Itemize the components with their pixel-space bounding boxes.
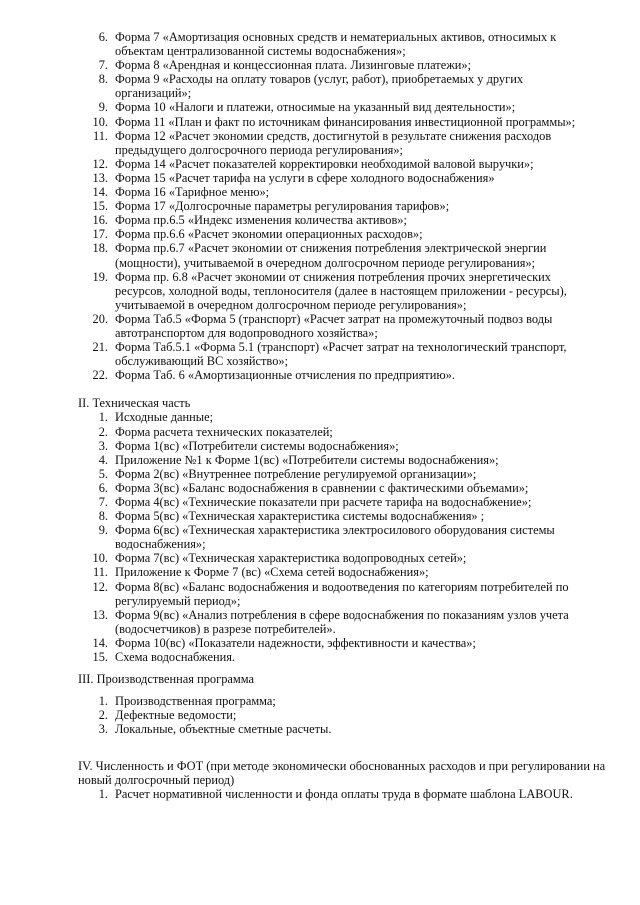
item-number: 13.: [92, 607, 108, 622]
item-text: Форма 5(вс) «Техническая характеристика системы водоснабжения» ;: [115, 509, 485, 524]
item-text: Форма 7 «Амортизация основных средств и нематериальных активов, относимых к объектам централизованной системы водоснабжения»;: [115, 30, 557, 59]
list-item: [0, 30, 640, 58]
item-number: 20.: [92, 311, 108, 326]
item-text: Расчет нормативной численности и фонда оплаты труда в формате шаблона LABOUR.: [115, 786, 573, 801]
item-number: 15.: [92, 650, 108, 665]
list-item: [0, 171, 640, 185]
item-number: 7.: [98, 495, 108, 509]
item-text: Форма 7(вс) «Техническая характеристика водопроводных сетей»;: [115, 551, 467, 566]
item-number: 16.: [92, 213, 108, 228]
item-text: Дефектные ведомости;: [115, 708, 237, 723]
item-text: Форма 14 «Расчет показателей корректировки необходимой валовой выручки»;: [115, 156, 534, 171]
item-number: 10.: [92, 551, 108, 566]
item-number: 6.: [98, 30, 108, 44]
item-text: Приложение №1 к Форме 1(вс) «Потребители системы водоснабжения»;: [115, 452, 499, 467]
item-text: Форма 2(вс) «Внутреннее потребление регулируемой организации»;: [115, 466, 477, 481]
list-item: [0, 213, 640, 227]
item-number: 2.: [98, 708, 108, 723]
list-item: [0, 722, 640, 736]
item-number: 8.: [98, 72, 108, 87]
technical-list: [0, 410, 640, 664]
item-text: Форма расчета технических показателей;: [115, 424, 333, 439]
item-number: 7.: [98, 58, 108, 73]
list-item: [0, 565, 640, 579]
list-item: [0, 523, 640, 551]
item-text: Форма 4(вс) «Технические показатели при расчете тарифа на водоснабжение»;: [115, 495, 532, 509]
list-item: [0, 129, 640, 157]
item-number: 6.: [98, 480, 108, 495]
item-number: 9.: [98, 523, 108, 538]
list-item: [0, 241, 640, 269]
item-text: Форма 15 «Расчет тарифа на услуги в сфере холодного водоснабжения»: [115, 170, 495, 185]
list-item: [0, 199, 640, 213]
list-item: [0, 509, 640, 523]
item-number: 17.: [92, 227, 108, 242]
list-item: [0, 72, 640, 100]
item-text: Форма 8 «Арендная и концессионная плата. Лизинговые платежи»;: [115, 58, 472, 73]
list-item: [0, 580, 640, 608]
item-text: Форма 9 «Расходы на оплату товаров (услуг, работ), приобретаемых у других организаций»;: [115, 72, 524, 101]
section-heading-staff: IV. Численность и ФОТ (при методе экономически обоснованных расходов и при регулировании на новый долгосрочный период): [78, 758, 606, 787]
item-number: 14.: [92, 185, 108, 200]
item-number: 22.: [92, 368, 108, 383]
list-item: [0, 157, 640, 171]
list-item: [0, 551, 640, 565]
item-text: Форма 11 «План и факт по источникам финансирования инвестиционной программы»;: [115, 114, 576, 129]
list-item: [0, 636, 640, 650]
item-number: 1.: [98, 410, 108, 425]
item-text: Форма пр.6.7 «Расчет экономии от снижения потребления электрической энергии (мощности), учитываемой в очередном долгосрочном периоде регулирования»;: [115, 241, 547, 270]
list-item: [0, 185, 640, 199]
list-item: [0, 100, 640, 114]
item-text: Форма пр. 6.8 «Расчет экономии от снижения потребления прочих энергетических ресурсов, холодной воды, теплоносителя (далее в настоящем приложении - ресурсы), учитываемой в очередном долгосрочном периоде регулирования»;: [115, 269, 567, 312]
item-number: 10.: [92, 114, 108, 129]
item-number: 13.: [92, 170, 108, 185]
item-text: Исходные данные;: [115, 410, 214, 425]
list-item: [0, 453, 640, 467]
list-item: [0, 650, 640, 664]
list-item: [0, 787, 640, 801]
item-text: Форма Таб.5 «Форма 5 (транспорт) «Расчет затрат на промежуточный подвоз воды автотранспортом для водопроводного хозяйства»;: [115, 311, 553, 340]
list-item: [0, 481, 640, 495]
item-number: 4.: [98, 452, 108, 467]
item-number: 12.: [92, 579, 108, 594]
item-text: Форма 16 «Тарифное меню»;: [115, 185, 270, 200]
item-number: 14.: [92, 635, 108, 650]
list-item: [0, 312, 640, 340]
list-item: [0, 410, 640, 424]
item-text: Форма 10(вс) «Показатели надежности, эффективности и качества»;: [115, 635, 476, 650]
list-item: [0, 340, 640, 368]
list-item: [0, 368, 640, 382]
item-text: Форма Таб. 6 «Амортизационные отчисления по предприятию».: [115, 368, 455, 383]
staff-list: [0, 787, 640, 801]
item-number: 3.: [98, 722, 108, 737]
list-item: [0, 608, 640, 636]
item-text: Форма пр.6.5 «Индекс изменения количества активов»;: [115, 213, 407, 228]
item-text: Форма 12 «Расчет экономии средств, достигнутой в результате снижения расходов предыдущего долгосрочного периода регулирования»;: [115, 128, 552, 157]
item-number: 5.: [98, 466, 108, 481]
section-heading-production: III. Производственная программа: [78, 672, 254, 687]
production-list: [0, 694, 640, 736]
item-text: Приложение к Форме 7 (вс) «Схема сетей водоснабжения»;: [115, 565, 429, 580]
item-number: 11.: [92, 565, 108, 580]
list-item: [0, 694, 640, 708]
item-text: Форма 1(вс) «Потребители системы водоснабжения»;: [115, 438, 399, 453]
item-number: 19.: [92, 269, 108, 284]
item-number: 8.: [98, 509, 108, 524]
item-number: 3.: [98, 438, 108, 453]
item-number: 1.: [98, 786, 108, 801]
item-number: 11.: [92, 128, 108, 143]
item-text: Форма 6(вс) «Техническая характеристика электросилового оборудования системы водоснабжения»;: [115, 523, 555, 552]
item-number: 2.: [98, 424, 108, 439]
document-page: [0, 30, 640, 801]
item-text: Локальные, объектные сметные расчеты.: [115, 722, 332, 737]
list-item: [0, 439, 640, 453]
item-number: 21.: [92, 340, 108, 355]
item-text: Форма Таб.5.1 «Форма 5.1 (транспорт) «Расчет затрат на технологический транспорт, обслуживающий ВС хозяйство»;: [115, 340, 567, 369]
forms-list: [0, 30, 640, 382]
item-text: Форма 3(вс) «Баланс водоснабжения в сравнении с фактическими объемами»;: [115, 480, 529, 495]
item-text: Форма 8(вс) «Баланс водоснабжения и водоотведения по категориям потребителей по регулируемый период»;: [115, 579, 569, 608]
item-text: Форма 17 «Долгосрочные параметры регулирования тарифов»;: [115, 199, 450, 214]
list-item: [0, 115, 640, 129]
list-item: [0, 227, 640, 241]
item-number: 9.: [98, 100, 108, 115]
item-number: 15.: [92, 199, 108, 214]
list-item: [0, 425, 640, 439]
item-text: Форма 9(вс) «Анализ потребления в сфере водоснабжения по показаниям узлов учета (водосчетчиков) в разрезе потребителей».: [115, 607, 569, 636]
list-item: [0, 467, 640, 481]
item-number: 12.: [92, 156, 108, 171]
item-text: Схема водоснабжения.: [115, 650, 235, 665]
section-heading-technical: II. Техническая часть: [78, 396, 191, 411]
item-text: Форма пр.6.6 «Расчет экономии операционных расходов»;: [115, 227, 423, 242]
list-item: [0, 708, 640, 722]
list-item: [0, 58, 640, 72]
item-text: Производственная программа;: [115, 694, 276, 709]
list-item: [0, 495, 640, 509]
list-item: [0, 270, 640, 312]
item-text: Форма 10 «Налоги и платежи, относимые на указанный вид деятельности»;: [115, 100, 516, 115]
item-number: 18.: [92, 241, 108, 256]
item-number: 1.: [98, 694, 108, 709]
